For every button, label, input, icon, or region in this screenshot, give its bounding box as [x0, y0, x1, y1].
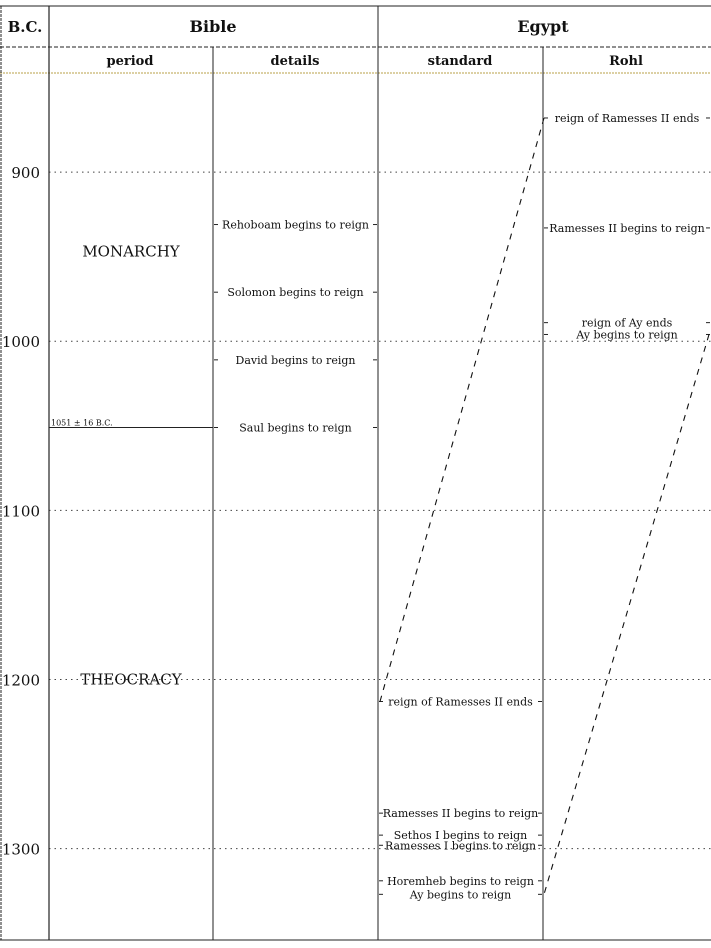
header-year: B.C.: [7, 18, 43, 36]
rohl-event-2: reign of Ay ends: [581, 316, 673, 330]
header-rohl: Rohl: [609, 54, 643, 69]
connector-1: [544, 334, 709, 894]
rohl-event-3: Ay begins to reign: [576, 328, 678, 342]
period-label-theocracy: THEOCRACY: [80, 670, 182, 689]
tick-label-1300: 1300: [1, 840, 40, 859]
details-event-2: David begins to reign: [235, 353, 356, 367]
gridlines: [49, 172, 711, 849]
event-labels: [214, 112, 710, 901]
period-label-monarchy: MONARCHY: [82, 242, 180, 261]
tick-label-1000: 1000: [1, 333, 40, 352]
period-labels: [49, 243, 213, 689]
header-period: period: [106, 54, 154, 69]
tick-label-900: 900: [11, 164, 40, 183]
header-bible: Bible: [189, 17, 237, 36]
standard-event-4: Horemheb begins to reign: [387, 874, 534, 888]
details-event-1: Solomon begins to reign: [227, 286, 364, 300]
tick-label-1100: 1100: [1, 502, 40, 521]
tick-label-1200: 1200: [1, 671, 40, 690]
standard-event-3: Ramesses I begins to reign: [384, 839, 537, 853]
year-ticks: [2, 164, 40, 859]
standard-event-1: Ramesses II begins to reign: [382, 807, 539, 821]
details-event-3: Saul begins to reign: [239, 421, 352, 435]
period-divider-label: 1051 ± 16 B.C.: [51, 418, 113, 428]
details-event-0: Rehoboam begins to reign: [222, 218, 369, 232]
header-egypt: Egypt: [517, 17, 569, 36]
standard-event-2: Sethos I begins to reign: [393, 829, 528, 843]
rohl-event-0: reign of Ramesses II ends: [554, 111, 700, 125]
column-lines: [0, 6, 711, 940]
standard-event-5: Ay begins to reign: [409, 888, 512, 902]
header-details: details: [270, 54, 320, 69]
header-standard: standard: [427, 54, 493, 69]
rohl-event-1: Ramesses II begins to reign: [549, 221, 705, 235]
connector-0: [380, 118, 544, 702]
standard-event-0: reign of Ramesses II ends: [388, 695, 533, 709]
